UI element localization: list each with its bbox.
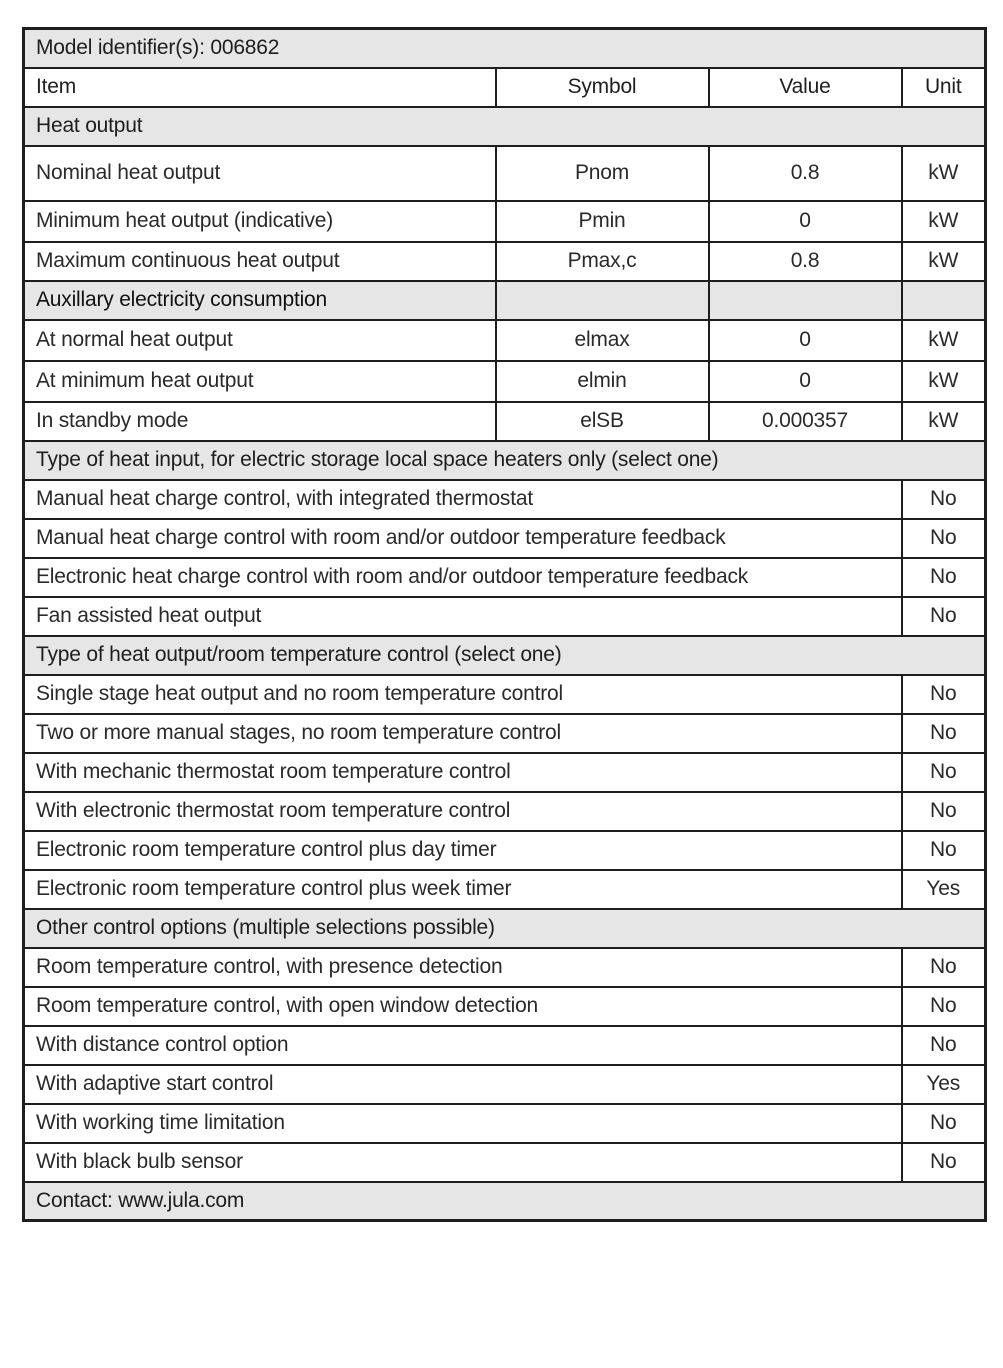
section-temp-control (24, 636, 986, 675)
row-value: 0.8 (709, 242, 902, 281)
row-value: Yes (902, 1065, 986, 1104)
row-item: Maximum continuous heat output (24, 242, 496, 281)
row-item: At minimum heat output (24, 361, 496, 402)
row-item: Nominal heat output (24, 146, 496, 201)
table-row (24, 201, 986, 242)
header-value: Value (709, 68, 902, 107)
row-value: 0 (709, 361, 902, 402)
row-unit: kW (902, 320, 986, 361)
row-symbol: Pnom (496, 146, 709, 201)
row-item: Two or more manual stages, no room temperature control (24, 714, 902, 753)
table-row (24, 242, 986, 281)
row-unit: kW (902, 242, 986, 281)
row-item: Minimum heat output (indicative) (24, 201, 496, 242)
table-row (24, 870, 986, 909)
row-item: Manual heat charge control with room and/or outdoor temperature feedback (24, 519, 902, 558)
table-row (24, 1143, 986, 1182)
header-item: Item (24, 68, 496, 107)
row-unit: kW (902, 402, 986, 441)
table-row (24, 361, 986, 402)
row-item: In standby mode (24, 402, 496, 441)
row-value: 0.8 (709, 146, 902, 201)
section-other-options (24, 909, 986, 948)
empty-cell (902, 281, 986, 320)
header-unit: Unit (902, 68, 986, 107)
row-value: No (902, 714, 986, 753)
row-symbol: elSB (496, 402, 709, 441)
row-value: No (902, 480, 986, 519)
spec-table (22, 27, 987, 1222)
row-item: Single stage heat output and no room temperature control (24, 675, 902, 714)
table-row (24, 831, 986, 870)
row-unit: kW (902, 361, 986, 402)
row-item: Electronic heat charge control with room and/or outdoor temperature feedback (24, 558, 902, 597)
row-value: No (902, 519, 986, 558)
table-row (24, 792, 986, 831)
row-item: Room temperature control, with open window detection (24, 987, 902, 1026)
model-identifier: Model identifier(s): 006862 (24, 29, 986, 68)
row-item: With black bulb sensor (24, 1143, 902, 1182)
row-value: Yes (902, 870, 986, 909)
section-heat-output (24, 107, 986, 146)
row-item: With mechanic thermostat room temperature control (24, 753, 902, 792)
section-title: Type of heat output/room temperature control (select one) (24, 636, 986, 675)
table-row (24, 987, 986, 1026)
table-header-row (24, 68, 986, 107)
row-item: With distance control option (24, 1026, 902, 1065)
row-value: No (902, 675, 986, 714)
row-value: 0.000357 (709, 402, 902, 441)
row-item: Fan assisted heat output (24, 597, 902, 636)
row-symbol: Pmax,c (496, 242, 709, 281)
row-value: No (902, 948, 986, 987)
contact-row (24, 1182, 986, 1221)
row-value: No (902, 792, 986, 831)
table-row (24, 519, 986, 558)
row-value: No (902, 987, 986, 1026)
table-row (24, 558, 986, 597)
row-symbol: Pmin (496, 201, 709, 242)
row-value: No (902, 831, 986, 870)
header-symbol: Symbol (496, 68, 709, 107)
row-item: At normal heat output (24, 320, 496, 361)
row-item: With working time limitation (24, 1104, 902, 1143)
row-unit: kW (902, 201, 986, 242)
table-row (24, 320, 986, 361)
section-aux-electricity (24, 281, 986, 320)
row-unit: kW (902, 146, 986, 201)
row-value: No (902, 597, 986, 636)
row-value: 0 (709, 201, 902, 242)
row-item: With electronic thermostat room temperature control (24, 792, 902, 831)
row-item: Room temperature control, with presence detection (24, 948, 902, 987)
row-symbol: elmin (496, 361, 709, 402)
table-row (24, 948, 986, 987)
section-title: Auxillary electricity consumption (24, 281, 496, 320)
model-identifier-row (24, 29, 986, 68)
table-row (24, 146, 986, 201)
row-item: With adaptive start control (24, 1065, 902, 1104)
row-value: No (902, 558, 986, 597)
table-row (24, 480, 986, 519)
table-row (24, 753, 986, 792)
table-row (24, 1026, 986, 1065)
row-value: 0 (709, 320, 902, 361)
table-row (24, 714, 986, 753)
section-title: Heat output (24, 107, 986, 146)
section-title: Type of heat input, for electric storage local space heaters only (select one) (24, 441, 986, 480)
empty-cell (709, 281, 902, 320)
table-row (24, 597, 986, 636)
contact-text: Contact: www.jula.com (24, 1182, 986, 1221)
table-row (24, 402, 986, 441)
section-heat-input (24, 441, 986, 480)
row-symbol: elmax (496, 320, 709, 361)
table-row (24, 1065, 986, 1104)
table-row (24, 1104, 986, 1143)
section-title: Other control options (multiple selections possible) (24, 909, 986, 948)
empty-cell (496, 281, 709, 320)
row-value: No (902, 1026, 986, 1065)
row-item: Manual heat charge control, with integrated thermostat (24, 480, 902, 519)
row-item: Electronic room temperature control plus week timer (24, 870, 902, 909)
row-value: No (902, 753, 986, 792)
row-item: Electronic room temperature control plus day timer (24, 831, 902, 870)
table-row (24, 675, 986, 714)
row-value: No (902, 1104, 986, 1143)
row-value: No (902, 1143, 986, 1182)
